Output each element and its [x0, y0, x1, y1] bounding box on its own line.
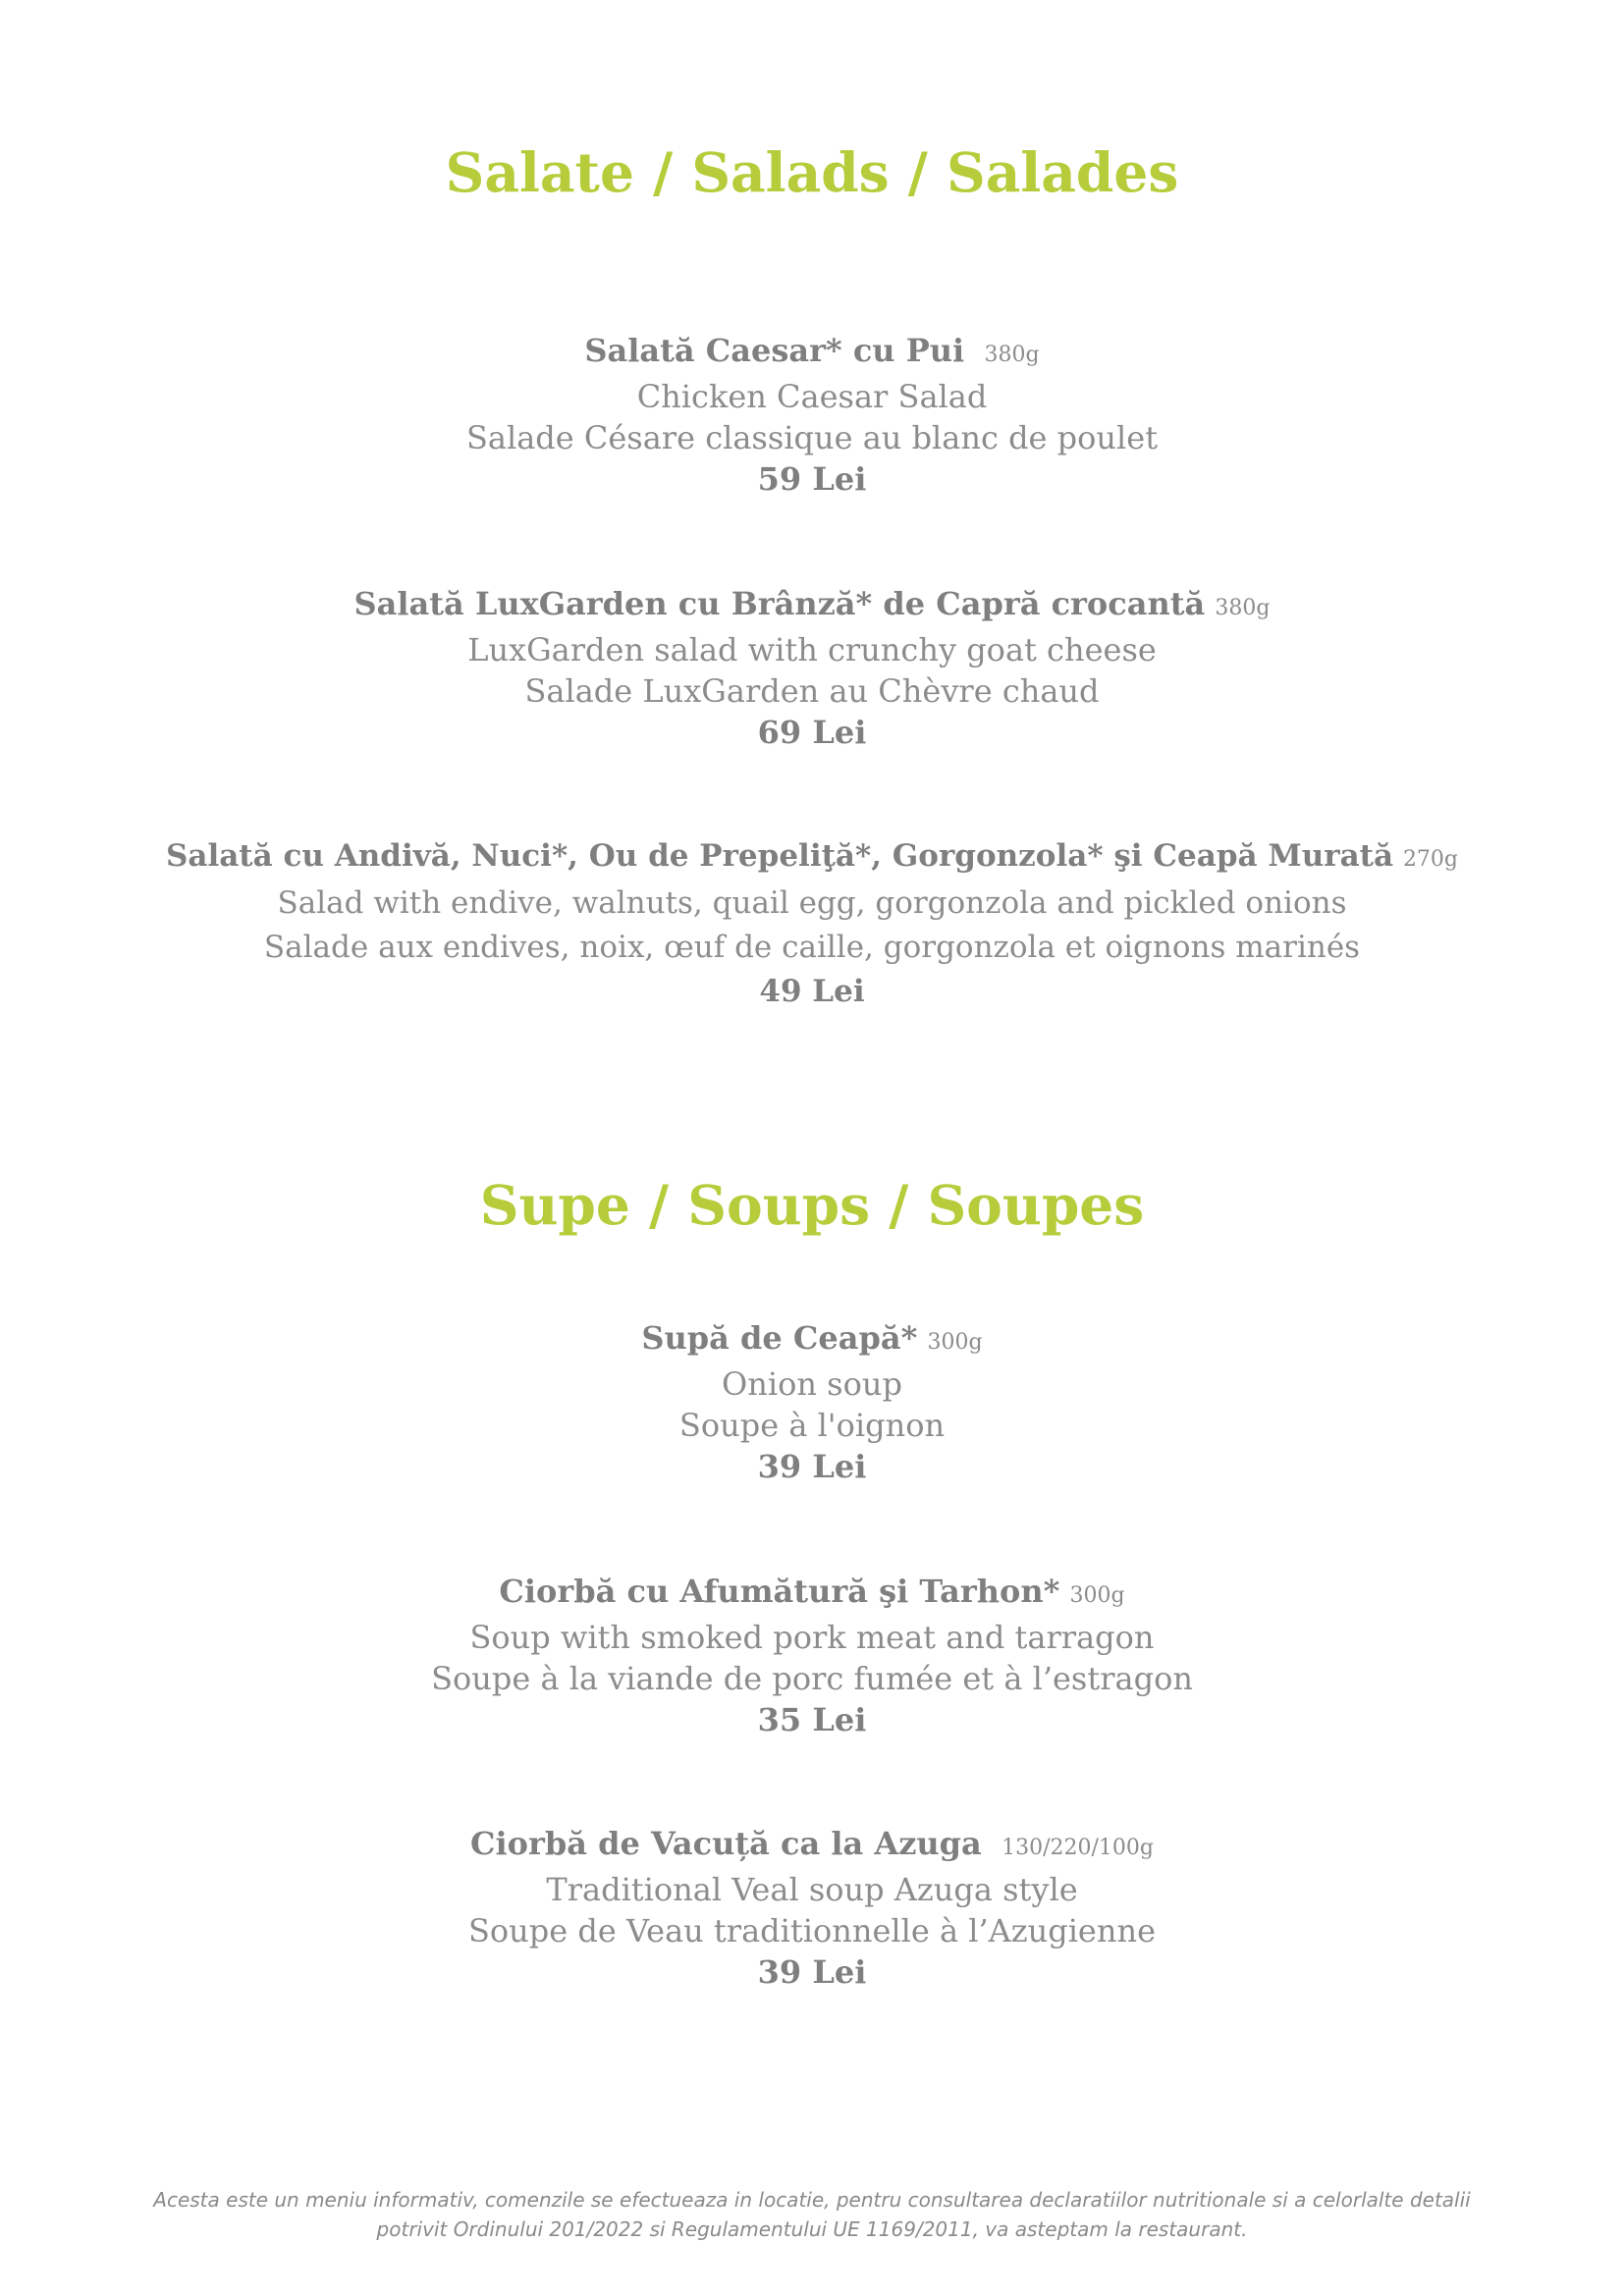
- footer-line-2: potrivit Ordinului 201/2022 si Regulamentului UE 1169/2011, va asteptam la restaurant.: [376, 2217, 1248, 2241]
- menu-item-caesar-salad: [0, 330, 1624, 500]
- item-description-en: LuxGarden salad with crunchy goat cheese: [467, 631, 1157, 668]
- item-description-en: Chicken Caesar Salad: [636, 378, 988, 415]
- menu-item-onion-soup: [0, 1317, 1624, 1487]
- item-price: 39 Lei: [757, 1448, 867, 1485]
- item-description-fr: Salade Césare classique au blanc de poulet: [465, 419, 1159, 456]
- footer-disclaimer: [0, 2185, 1624, 2244]
- menu-item-luxgarden-salad: [0, 583, 1624, 753]
- item-description-fr: Soupe à la viande de porc fumée et à l’estragon: [431, 1660, 1193, 1697]
- item-name: Salată LuxGarden cu Brânză* de Capră crocantă: [353, 585, 1206, 622]
- item-description-en: Onion soup: [722, 1365, 902, 1403]
- item-weight: 270g: [1402, 847, 1459, 872]
- item-name-line: [0, 834, 1624, 881]
- item-weight: 130/220/100g: [1001, 1836, 1154, 1860]
- item-price: 35 Lei: [757, 1701, 867, 1738]
- item-description-fr: Salade aux endives, noix, œuf de caille, gorgonzola et oignons marinés: [263, 930, 1361, 965]
- item-description-fr: Salade LuxGarden au Chèvre chaud: [524, 672, 1100, 710]
- item-name-line: [0, 1823, 1624, 1869]
- item-name: Supă de Ceapă*: [641, 1319, 918, 1357]
- item-description-en: Traditional Veal soup Azuga style: [546, 1871, 1078, 1908]
- item-description-en: Soup with smoked pork meat and tarragon: [469, 1619, 1155, 1656]
- item-description-en: Salad with endive, walnuts, quail egg, gorgonzola and pickled onions: [277, 885, 1347, 921]
- item-weight: 300g: [927, 1330, 983, 1355]
- item-weight: 380g: [984, 343, 1040, 367]
- item-name: Ciorbă de Vacuță ca la Azuga: [470, 1825, 982, 1862]
- item-name-line: [0, 1571, 1624, 1617]
- item-price: 49 Lei: [759, 974, 865, 1009]
- item-name-line: [0, 1317, 1624, 1363]
- item-name: Salată cu Andivă, Nuci*, Ou de Prepeliţă*, Gorgonzola* şi Ceapă Murată: [165, 838, 1394, 874]
- item-name-line: [0, 583, 1624, 629]
- item-weight: 380g: [1215, 596, 1271, 620]
- item-description-fr: Soupe de Veau traditionnelle à l’Azugienne: [467, 1912, 1157, 1949]
- menu-item-endive-salad: [0, 834, 1624, 1014]
- item-description-fr: Soupe à l'oignon: [678, 1407, 946, 1444]
- section-title-soups: Supe / Soups / Soupes: [479, 1173, 1145, 1237]
- item-name: Ciorbă cu Afumătură şi Tarhon*: [499, 1573, 1060, 1610]
- menu-item-smoked-pork-soup: [0, 1571, 1624, 1740]
- item-name: Salată Caesar* cu Pui: [584, 332, 965, 369]
- item-name-line: [0, 330, 1624, 376]
- item-price: 59 Lei: [757, 460, 867, 498]
- footer-line-1: Acesta este un meniu informativ, comenzile se efectueaza in locatie, pentru consultarea declaratiilor nutritionale si a celorlalte detalii: [153, 2188, 1471, 2212]
- item-weight: 300g: [1069, 1583, 1125, 1608]
- menu-item-veal-soup: [0, 1823, 1624, 1993]
- section-title-salads: Salate / Salads / Salades: [445, 140, 1179, 204]
- item-price: 39 Lei: [757, 1953, 867, 1991]
- item-price: 69 Lei: [757, 714, 867, 751]
